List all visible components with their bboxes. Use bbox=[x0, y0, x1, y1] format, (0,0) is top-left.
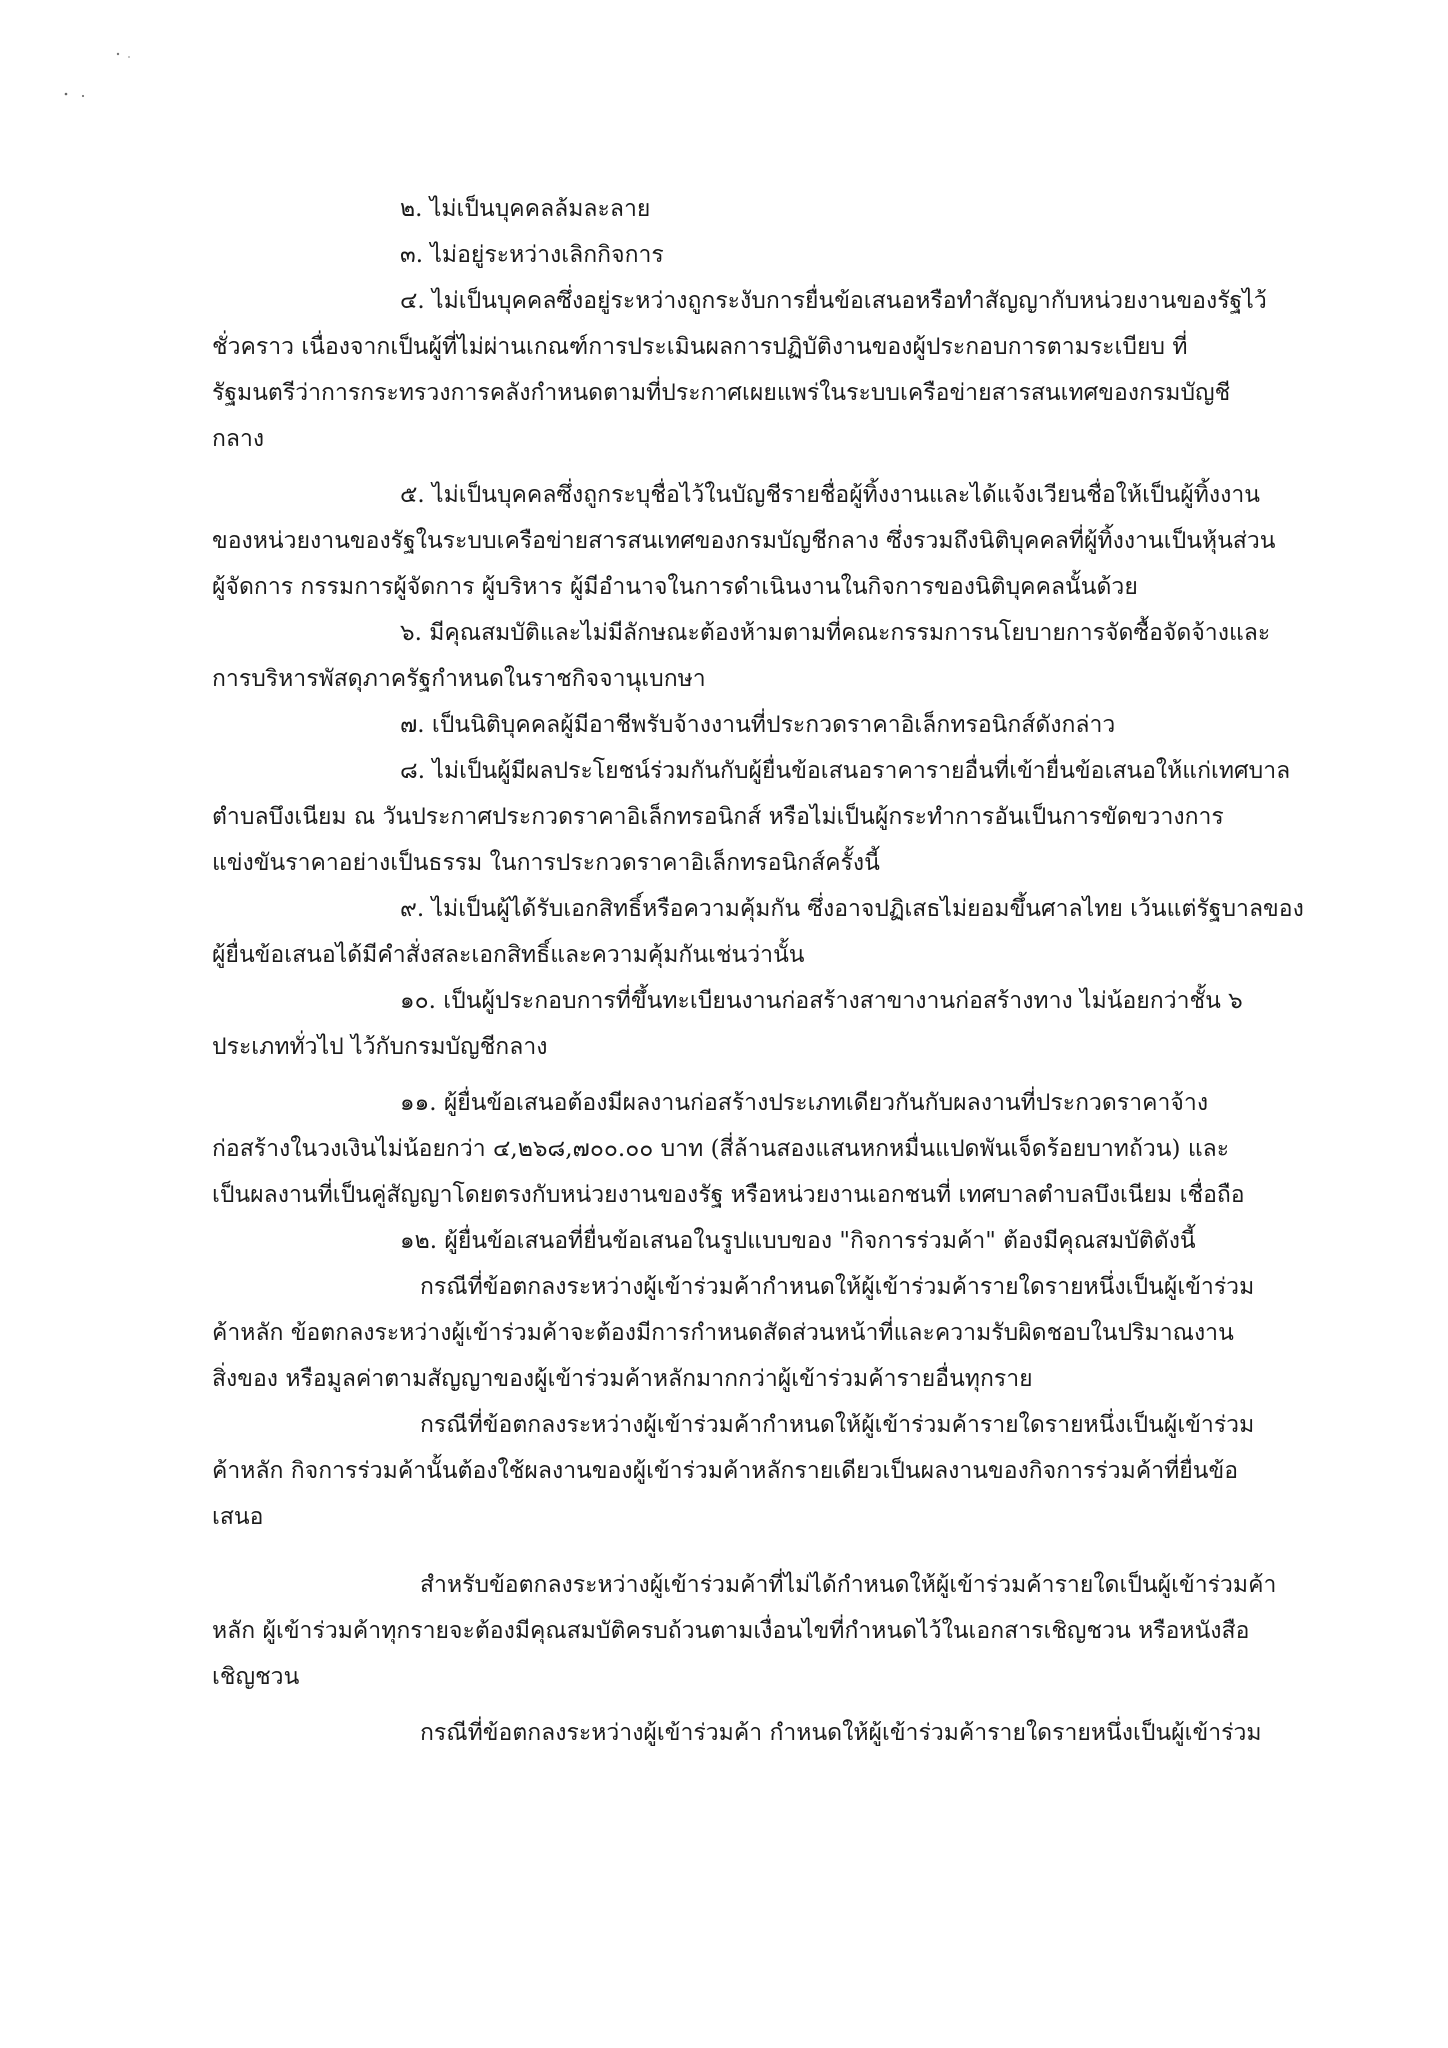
text-line: หลัก ผู้เข้าร่วมค้าทุกรายจะต้องมีคุณสมบัติครบถ้วนตามเงื่อนไขที่กำหนดไว้ในเอกสารเชิญชวน หรือหนังสือ bbox=[212, 1618, 1250, 1644]
text-line: ค้าหลัก ข้อตกลงระหว่างผู้เข้าร่วมค้าจะต้องมีการกำหนดสัดส่วนหน้าที่และความรับผิดชอบในปริมาณงาน bbox=[212, 1320, 1234, 1346]
text-line: ค้าหลัก กิจการร่วมค้านั้นต้องใช้ผลงานของผู้เข้าร่วมค้าหลักรายเดียวเป็นผลงานของกิจการร่วมค้าที่ยื่นข้อ bbox=[212, 1458, 1239, 1484]
text-line: เป็นผลงานที่เป็นคู่สัญญาโดยตรงกับหน่วยงานของรัฐ หรือหน่วยงานเอกชนที่ เทศบาลตำบลบึงเนียม เชื่อถือ bbox=[212, 1182, 1245, 1208]
text-line: กรณีที่ข้อตกลงระหว่างผู้เข้าร่วมค้า กำหนดให้ผู้เข้าร่วมค้ารายใดรายหนึ่งเป็นผู้เข้าร่วม bbox=[420, 1720, 1262, 1746]
text-line: ชั่วคราว เนื่องจากเป็นผู้ที่ไม่ผ่านเกณฑ์การประเมินผลการปฏิบัติงานของผู้ประกอบการตามระเบียบ ที่ bbox=[212, 334, 1188, 360]
text-line: ๑๒. ผู้ยื่นข้อเสนอที่ยื่นข้อเสนอในรูปแบบของ "กิจการร่วมค้า" ต้องมีคุณสมบัติดังนี้ bbox=[400, 1228, 1196, 1254]
text-line: ๒. ไม่เป็นบุคคลล้มละลาย bbox=[400, 196, 651, 222]
text-line: กลาง bbox=[212, 426, 265, 452]
text-line: ผู้จัดการ กรรมการผู้จัดการ ผู้บริหาร ผู้มีอำนาจในการดำเนินงานในกิจการของนิติบุคคลนั้นด้วย bbox=[212, 574, 1138, 600]
text-line: รัฐมนตรีว่าการกระทรวงการคลังกำหนดตามที่ประกาศเผยแพร่ในระบบเครือข่ายสารสนเทศของกรมบัญชี bbox=[212, 380, 1231, 406]
text-line: ๙. ไม่เป็นผู้ได้รับเอกสิทธิ์หรือความคุ้มกัน ซึ่งอาจปฏิเสธไม่ยอมขึ้นศาลไทย เว้นแต่รัฐบาลของ bbox=[400, 896, 1304, 922]
text-line: ตำบลบึงเนียม ณ วันประกาศประกวดราคาอิเล็กทรอนิกส์ หรือไม่เป็นผู้กระทำการอันเป็นการขัดขวางการ bbox=[212, 804, 1224, 830]
text-line: ๓. ไม่อยู่ระหว่างเลิกกิจการ bbox=[400, 242, 664, 268]
text-line: กรณีที่ข้อตกลงระหว่างผู้เข้าร่วมค้ากำหนดให้ผู้เข้าร่วมค้ารายใดรายหนึ่งเป็นผู้เข้าร่วม bbox=[420, 1412, 1255, 1438]
text-line: เสนอ bbox=[212, 1504, 264, 1530]
text-line: ๔. ไม่เป็นบุคคลซึ่งอยู่ระหว่างถูกระงับการยื่นข้อเสนอหรือทำสัญญากับหน่วยงานของรัฐไว้ bbox=[400, 288, 1267, 314]
text-line: สิ่งของ หรือมูลค่าตามสัญญาของผู้เข้าร่วมค้าหลักมากกว่าผู้เข้าร่วมค้ารายอื่นทุกราย bbox=[212, 1366, 1033, 1392]
scan-specks bbox=[0, 0, 200, 140]
text-line: การบริหารพัสดุภาครัฐกำหนดในราชกิจจานุเบกษา bbox=[212, 666, 706, 692]
document-body bbox=[212, 186, 1312, 1756]
text-line: ๖. มีคุณสมบัติและไม่มีลักษณะต้องห้ามตามที่คณะกรรมการนโยบายการจัดซื้อจัดจ้างและ bbox=[400, 620, 1271, 646]
text-line: สำหรับข้อตกลงระหว่างผู้เข้าร่วมค้าที่ไม่ได้กำหนดให้ผู้เข้าร่วมค้ารายใดเป็นผู้เข้าร่วมค้า bbox=[420, 1572, 1277, 1598]
text-line: ๑๐. เป็นผู้ประกอบการที่ขึ้นทะเบียนงานก่อสร้างสาขางานก่อสร้างทาง ไม่น้อยกว่าชั้น ๖ bbox=[400, 988, 1243, 1014]
text-line: แข่งขันราคาอย่างเป็นธรรม ในการประกวดราคาอิเล็กทรอนิกส์ครั้งนี้ bbox=[212, 850, 880, 876]
text-line: ๑๑. ผู้ยื่นข้อเสนอต้องมีผลงานก่อสร้างประเภทเดียวกันกับผลงานที่ประกวดราคาจ้าง bbox=[400, 1090, 1209, 1116]
text-line: ๗. เป็นนิติบุคคลผู้มีอาชีพรับจ้างงานที่ประกวดราคาอิเล็กทรอนิกส์ดังกล่าว bbox=[400, 712, 1116, 738]
text-line: กรณีที่ข้อตกลงระหว่างผู้เข้าร่วมค้ากำหนดให้ผู้เข้าร่วมค้ารายใดรายหนึ่งเป็นผู้เข้าร่วม bbox=[420, 1274, 1255, 1300]
text-line: เชิญชวน bbox=[212, 1664, 300, 1690]
text-line: ประเภททั่วไป ไว้กับกรมบัญชีกลาง bbox=[212, 1034, 548, 1060]
text-line: ผู้ยื่นข้อเสนอได้มีคำสั่งสละเอกสิทธิ์และความคุ้มกันเช่นว่านั้น bbox=[212, 942, 805, 968]
text-line: ของหน่วยงานของรัฐในระบบเครือข่ายสารสนเทศของกรมบัญชีกลาง ซึ่งรวมถึงนิติบุคคลที่ผู้ทิ้งงานเป็นหุ้นส่วน bbox=[212, 528, 1276, 554]
text-line: ก่อสร้างในวงเงินไม่น้อยกว่า ๔,๒๖๘,๗๐๐.๐๐ บาท (สี่ล้านสองแสนหกหมื่นแปดพันเจ็ดร้อยบาทถ้วน) และ bbox=[212, 1136, 1230, 1162]
text-line: ๕. ไม่เป็นบุคคลซึ่งถูกระบุชื่อไว้ในบัญชีรายชื่อผู้ทิ้งงานและได้แจ้งเวียนชื่อให้เป็นผู้ทิ้งงาน bbox=[400, 482, 1260, 508]
text-line: ๘. ไม่เป็นผู้มีผลประโยชน์ร่วมกันกับผู้ยื่นข้อเสนอราคารายอื่นที่เข้ายื่นข้อเสนอให้แก่เทศบาล bbox=[400, 758, 1291, 784]
